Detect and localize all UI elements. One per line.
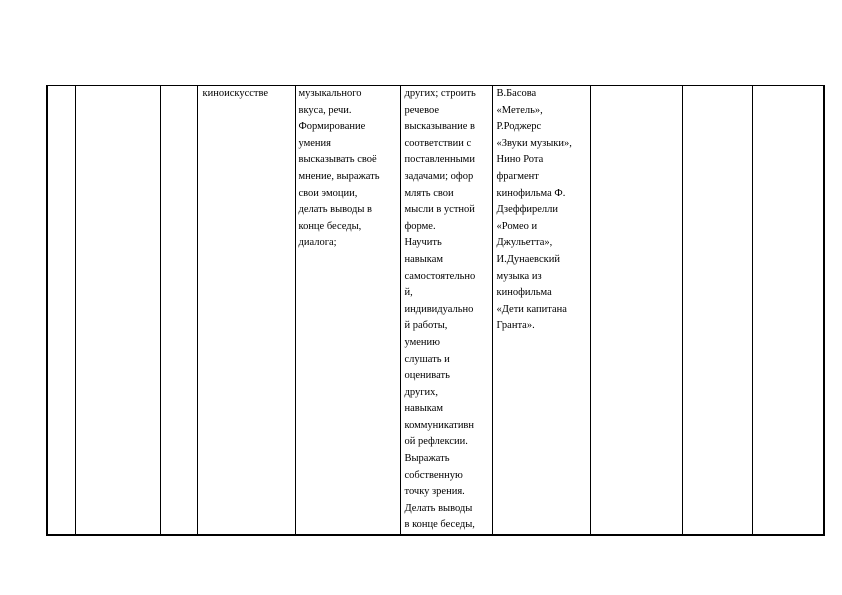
table-cell-8 bbox=[590, 86, 682, 536]
goals-text: музыкального вкуса, речи. Формирование умения высказывать своё мнение, выражать свои эмоции, делать выводы в конце беседы, диалога; bbox=[298, 88, 380, 249]
table-cell-topic bbox=[197, 86, 295, 536]
table-cell-skills bbox=[400, 86, 492, 536]
skills-text: других; строить речевое высказывание в соответствии с поставленными задачами; офор млять свои мысли в устной форме. Научить навыкам самостоятельно й, индивидуально й работы, умению слушать и оценивать других, навыкам коммуникативн ой рефлексии. Выражать собственную точку зрения. Делать выводы в конце беседы, bbox=[404, 88, 476, 531]
table-cell-music bbox=[492, 86, 590, 536]
table-cell-2 bbox=[75, 86, 160, 536]
table-cell-3 bbox=[160, 86, 197, 536]
lesson-plan-table bbox=[46, 85, 825, 536]
table-cell-9 bbox=[682, 86, 752, 536]
music-repertoire-text: В.Басова «Метель», Р.Роджерс «Звуки музыки», Нино Рота фрагмент кинофильма Ф. Дзеффирелли «Ромео и Джульетта», И.Дунаевский музыка из кинофильма «Дети капитана Гранта». bbox=[496, 88, 572, 332]
table-cell-1 bbox=[47, 86, 75, 536]
table-cell-10 bbox=[752, 86, 824, 536]
table-row bbox=[47, 86, 824, 536]
topic-text: киноискусстве bbox=[202, 88, 269, 99]
table-cell-goals bbox=[295, 86, 400, 536]
